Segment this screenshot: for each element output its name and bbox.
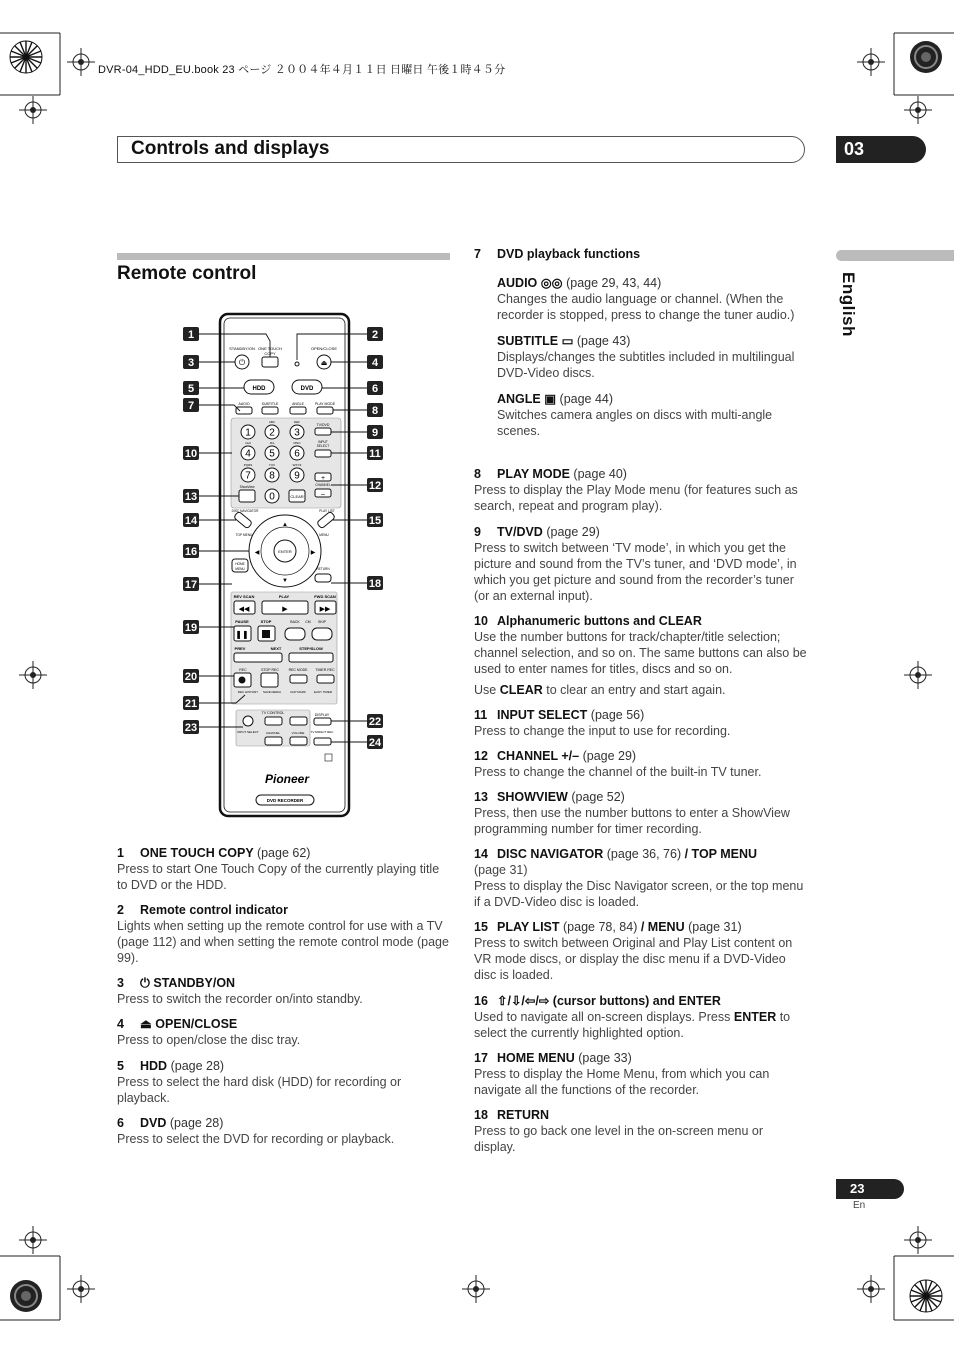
item-title: (cursor buttons) and ENTER [552,994,721,1008]
tv-volume-minus-button[interactable] [290,737,307,745]
number-key-label: 6 [294,448,300,460]
item-13 [474,789,807,837]
key-letters: TUV [269,463,275,467]
lbl-clear: CLEAR [290,494,304,499]
sub-angle [474,391,807,439]
arrow-left-icon: ◀ [254,550,260,556]
key-letters: DEF [294,420,300,424]
item-body [474,1009,807,1041]
callout-number: 16 [184,546,198,558]
item-body: Press to switch the recorder on/into standby. [117,992,363,1006]
callout-number: 20 [184,671,198,683]
number-key-label: 7 [245,470,251,482]
callout-number: 22 [368,716,382,728]
subtitle-button[interactable] [262,407,278,414]
lbl-pause: PAUSE [235,619,249,624]
callout-number: 6 [371,383,379,395]
item-page-2: (page 31) [688,920,742,934]
item-num: 5 [117,1059,124,1073]
callout-number: 10 [184,448,198,460]
item-page: (page 33) [578,1051,632,1065]
number-key-label: 9 [294,470,300,482]
item-num: 12 [474,749,488,763]
callout-number: 17 [184,579,198,591]
lbl-channel: CHANNEL [315,483,331,487]
lbl-one-touch: ONE TOUCH [258,346,282,351]
lbl-stop: STOP [260,619,272,624]
lbl-subtitle: SUBTITLE [261,402,279,406]
sub-title: SUBTITLE [497,334,559,348]
display-button[interactable] [314,718,331,725]
lbl-home: HOME [235,562,245,566]
lbl-showview: ShowView [239,485,255,489]
one-touch-copy-button[interactable] [262,357,278,367]
callout-number: 1 [187,329,195,341]
lbl-easy-timer: EASY TIMER [313,690,333,694]
item-title: SHOWVIEW [497,790,568,804]
item-body: Use the number buttons for track/chapter/title selection; channel selection, and so on. The same buttons can also be used to enter names for titles, discs and so on. [474,630,807,676]
item-num: 1 [117,846,124,860]
tv-dvd-button[interactable] [315,428,331,435]
showview-button[interactable] [239,490,255,502]
chapter-badge: 03 [836,136,926,163]
callout-number: 21 [184,698,198,710]
item-11 [474,707,807,739]
item-title: INPUT SELECT [497,708,588,722]
lbl-enter: ENTER [278,549,292,554]
lbl-step-slow: STEP/SLOW [299,646,323,651]
lbl-cm: CM [305,620,311,624]
item-num: 13 [474,790,488,804]
tv-channel-minus-button[interactable] [265,737,282,745]
item-8 [474,466,807,514]
callout-number: 18 [368,578,382,590]
lbl-display: DISPLAY [314,713,330,717]
sub-title: ANGLE [497,392,541,406]
lbl-rec-history: REC HISTORY [237,690,259,694]
item-num: 3 [117,976,124,990]
lbl-timer-rec: TIMER REC [315,668,335,672]
callout-number: 9 [371,427,379,439]
item-page: (page 78, 84) [563,920,638,934]
lbl-fwd-scan: FWD SCAN [314,594,336,599]
item-num: 14 [474,847,488,861]
key-letters: GHI [245,441,251,445]
item-page: (page 62) [256,846,311,860]
item-title: PLAY MODE [497,467,570,481]
lbl-rec: REC [239,668,247,672]
item-body: Press to start One Touch Copy of the currently playing title to DVD or the HDD. [117,862,440,892]
note-bold: CLEAR [499,683,543,697]
item-num: 4 [117,1017,124,1031]
lbl-back: BACK [290,620,300,624]
pause-icon: ❚❚ [235,630,249,639]
section-title: Remote control [117,263,257,284]
play-mode-button[interactable] [317,407,333,414]
item-15 [474,919,807,983]
prev-next-button[interactable] [234,653,282,662]
item-10 [474,613,807,698]
page-language: En [853,1200,866,1211]
item-num: 10 [474,614,488,628]
lbl-home-menu: MENU [235,567,245,571]
item-page: (page 40) [573,467,627,481]
item-title-2: / MENU [640,920,685,934]
item-body: Press to switch between ‘TV mode’, in which you get the picture and sound from the TV’s tuner, and ‘DVD mode’, in which you get picture and sound from the recorder’s tuner (or an external input). [474,541,797,603]
item-body: Press to display the Home Menu, from which you can navigate all the functions of the recorder. [474,1067,770,1097]
item-page-2: (page 31) [474,863,528,877]
item-num: 8 [474,467,481,481]
sub-body: Displays/changes the subtitles included in multilingual DVD-Video discs. [497,350,795,380]
lbl-select: SELECT [316,444,330,448]
number-key-label: 2 [269,427,275,439]
lbl-return: RETURN [316,567,330,571]
tv-channel-plus-button[interactable] [265,717,282,725]
lbl-disc-navigator: DISC NAVIGATOR [231,509,259,513]
lbl-input: INPUT [318,440,328,444]
arrow-up-icon: ▲ [282,522,288,528]
item-14 [474,846,807,910]
note-text: Use [474,683,500,697]
item-num: 11 [474,708,488,722]
page-number: 23 [836,1179,904,1199]
item-num: 6 [117,1116,124,1130]
item-7 [474,246,807,439]
callout-number: 5 [187,383,195,395]
callout-number: 7 [187,400,195,412]
minus-icon: – [321,491,325,498]
lbl-copy: COPY [264,351,276,356]
item-title-2: / TOP MENU [684,847,758,861]
item-num: 2 [117,903,124,917]
stop-icon [262,630,270,638]
item-num: 18 [474,1108,488,1122]
sub-title: AUDIO [497,276,538,290]
item-body: Press to change the channel of the built-in TV tuner. [474,765,762,779]
callout-number: 8 [371,405,379,417]
item-num: 7 [474,247,481,261]
tv-direct-rec-button[interactable] [314,738,331,745]
callout-number: 15 [368,515,382,527]
item-title: Remote control indicator [140,903,288,917]
item-16 [474,993,807,1041]
item-num: 15 [474,920,488,934]
clear-note [474,682,807,698]
lbl-menu: MENU [319,533,329,537]
callout-number: 14 [184,515,198,527]
lbl-prev: PREV [234,646,246,651]
lbl-tv-control: TV CONTROL [261,711,285,715]
item-body: Press to change the input to use for recording. [474,724,731,738]
sub-subtitle [474,333,807,381]
lbl-open-close: OPEN/CLOSE [310,346,338,351]
callout-number: 19 [184,622,198,634]
step-slow-button[interactable] [289,653,333,662]
lbl-tv-direct-rec: TV DIRECT REC [310,730,334,734]
item-body: Press to display the Play Mode menu (for features such as search, repeat and program play). [474,483,798,513]
callout-number: 2 [371,329,379,341]
callout-number: 24 [368,737,382,749]
forward-icon: ▶▶ [319,606,331,613]
audio-button[interactable] [236,407,252,414]
key-letters: PQRS [243,463,253,467]
callout-number: 23 [184,722,198,734]
lbl-stop-rec: STOP REC [261,668,279,672]
item-page: (page 28) [170,1059,225,1073]
camera-icon: ▣ [544,392,557,406]
lbl-play-list: PLAY LIST [319,509,335,513]
stop-rec-button[interactable] [261,673,278,687]
item-title: CHANNEL +/– [497,749,580,763]
item-title: DISC NAVIGATOR [497,847,604,861]
lbl-standby: STANDBY/ON [229,346,255,351]
language-tab [836,250,954,261]
remote-control-illustration [180,312,390,818]
item-4 [117,1016,453,1048]
tv-volume-plus-button[interactable] [290,717,307,725]
item-17 [474,1050,807,1098]
play-icon: ▶ [282,606,288,613]
section-bar [117,253,450,260]
item-page: (page 28) [169,1116,224,1130]
item-page: (page 29) [546,525,600,539]
lbl-tv-input: INPUT SELECT [237,730,259,734]
cursor-arrows-icon: ⇧/⇩/⇦/⇨ [497,994,553,1008]
item-page: (page 29) [582,749,637,763]
lbl-play-mode: PLAY MODE [314,402,336,406]
sub-body: Changes the audio language or channel. (When the recorder is stopped, press to change the tuner audio.) [497,292,795,322]
item-6 [117,1115,453,1147]
item-title: HDD [140,1059,168,1073]
item-title: Alphanumeric buttons and CLEAR [497,614,702,628]
lbl-rev-scan: REV SCAN [233,594,255,599]
item-title: DVD playback functions [497,247,641,261]
item-title: DVD [140,1116,167,1130]
angle-button[interactable] [290,407,306,414]
item-body: Press, then use the number buttons to enter a ShowView programming number for timer recording. [474,806,790,836]
item-body: Lights when setting up the remote control for use with a TV (page 112) and when setting the remote control mode (page 99). [117,919,449,965]
sub-body: Switches camera angles on discs with multi-angle scenes. [497,408,773,438]
item-1 [117,845,453,893]
lbl-save-media: SAVE MEDIA [262,690,282,694]
item-title: RETURN [497,1108,550,1122]
item-3 [117,975,453,1007]
eject-icon: ⏏ [140,1017,156,1031]
lbl-audio: AUDIO [238,402,250,406]
subtitle-icon: ▭ [561,334,574,348]
rec-mode-button[interactable] [290,675,307,683]
page-title: Controls and displays [131,138,330,159]
item-18 [474,1107,807,1155]
item-page: (page 56) [590,708,645,722]
item-body: Press to switch between Original and Play List content on VR mode discs, or display the disc menu if a DVD-Video disc is loaded. [474,936,793,982]
cm-back-button[interactable] [285,628,305,640]
number-key-label: 4 [245,448,251,460]
power-icon: ⏻ [238,358,246,367]
input-select-button[interactable] [315,450,331,457]
body-text: to select the currently highlighted option. [474,1010,791,1040]
arrow-down-icon: ▼ [282,578,288,584]
body-bold: ENTER [733,1010,777,1024]
item-num: 16 [474,994,488,1008]
item-body: Press to go back one level in the on-screen menu or display. [474,1124,764,1154]
callout-number: 3 [187,357,195,369]
lbl-dvd: DVD [300,386,314,392]
item-num: 9 [474,525,481,539]
sub-audio [474,275,807,323]
record-icon [239,677,246,684]
item-page: (page 36, 76) [606,847,682,861]
note-text: to clear an entry and start again. [542,683,726,697]
language-label: English [839,272,858,337]
return-button[interactable] [315,574,331,582]
lbl-next: NEXT [270,646,282,651]
lbl-tv-channel: CHANNEL [265,731,281,735]
item-title: HOME MENU [497,1051,575,1065]
body-text: Used to navigate all on-screen displays. Press [474,1010,734,1024]
callout-number: 12 [368,480,382,492]
key-letters: ABC [268,420,276,424]
brand-logo: Pioneer [264,772,310,786]
lbl-hdd: HDD [252,386,266,392]
power-icon: ⏻ [140,976,154,990]
key-letters: MNO [293,441,301,445]
callout-number: 13 [184,491,198,503]
key-letters: WXYZ [292,463,302,467]
item-body: Press to open/close the disc tray. [117,1033,301,1047]
item-title: TV/DVD [497,525,543,539]
number-key-label: 5 [269,448,275,460]
item-2 [117,902,453,966]
number-key-label: 0 [269,491,275,503]
lbl-tv-volume: VOLUME [291,731,305,735]
sub-page: (page 29, 43, 44) [566,276,662,290]
lbl-tv-dvd: TV/DVD [316,423,330,427]
cm-skip-button[interactable] [312,628,332,640]
sub-page: (page 44) [559,392,614,406]
key-letters: JKL [269,441,275,445]
number-key-label: 3 [294,427,300,439]
rewind-icon: ◀◀ [238,606,250,613]
lbl-rec-mode: REC MODE [288,668,308,672]
callout-number: 4 [371,357,379,369]
callout-number: 11 [369,448,381,460]
item-5 [117,1058,453,1106]
book-info: DVR-04_HDD_EU.book 23 ページ ２００４年４月１１日 日曜日 午後１時４５分 [98,64,506,76]
eject-icon: ⏏ [320,360,328,367]
item-page: (page 52) [571,790,625,804]
item-title: PLAY LIST [497,920,560,934]
audio-icon: ◎◎ [540,276,563,290]
arrow-right-icon: ▶ [310,550,316,556]
item-num: 17 [474,1051,488,1065]
number-key-label: 1 [245,427,251,439]
item-12 [474,748,807,780]
item-title: ONE TOUCH COPY [140,846,254,860]
tv-power-button[interactable] [243,716,253,726]
item-body: Press to select the DVD for recording or playback. [117,1132,395,1146]
timer-rec-button[interactable] [317,675,334,683]
lbl-angle: ANGLE [292,402,304,406]
lbl-top-menu: TOP MENU [235,533,253,537]
plus-icon: + [320,475,326,482]
sub-page: (page 43) [576,334,631,348]
number-key-label: 8 [269,470,275,482]
lbl-model: DVD RECORDER [266,798,304,803]
item-body: Press to select the hard disk (HDD) for recording or playback. [117,1075,402,1105]
item-title: STANDBY/ON [153,976,236,990]
item-9 [474,524,807,604]
item-title: OPEN/CLOSE [155,1017,238,1031]
item-body: Press to display the Disc Navigator screen, or the top menu if a DVD-Video disc is loaded. [474,879,804,909]
lbl-chp-mark: CHP MARK [290,690,306,694]
lbl-skip: SKIP [318,620,326,624]
lbl-play: PLAY [278,594,290,599]
